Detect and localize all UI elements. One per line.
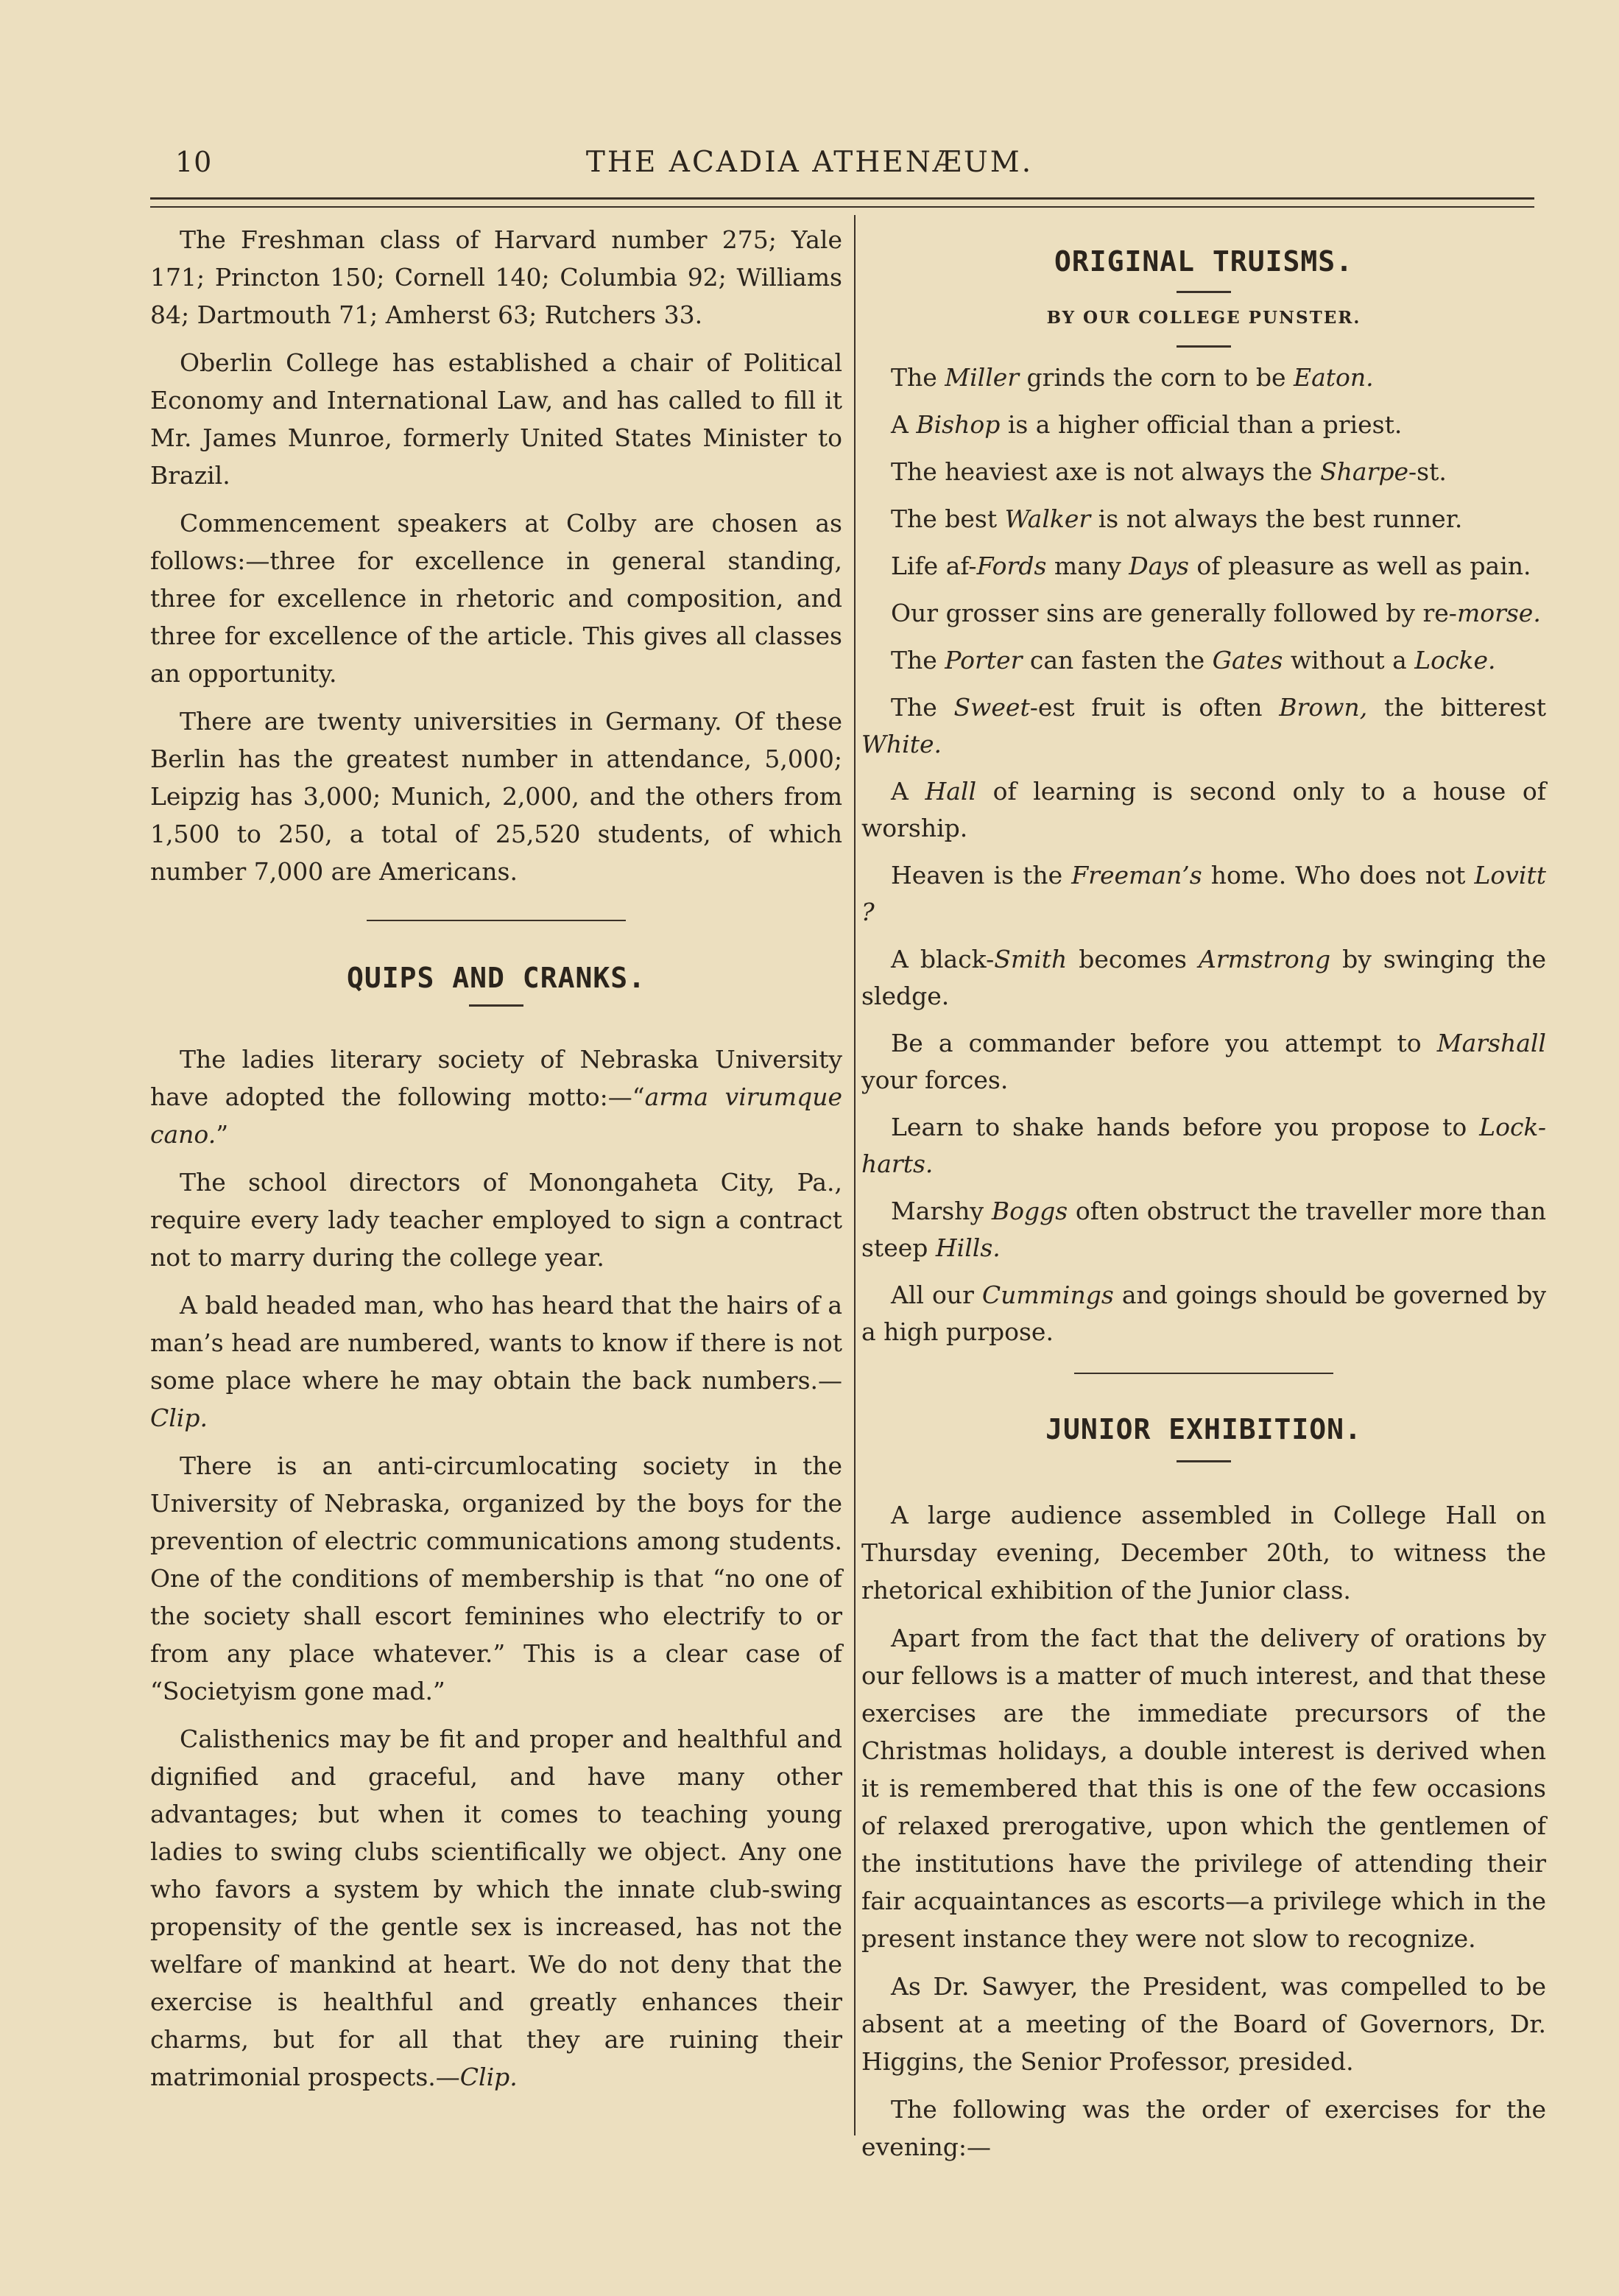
truism-text: Heaven is the [891, 861, 1072, 890]
truism-pun: Eaton. [1293, 363, 1374, 392]
truism-pun: Hall [925, 777, 977, 806]
section-title-truisms: ORIGINAL TRUISMS. [1054, 245, 1353, 278]
truism-text: Marshy [891, 1197, 992, 1225]
truism-item [861, 857, 1546, 931]
truism-pun: Cummings [981, 1281, 1114, 1309]
paragraph-calisthenics [150, 1720, 842, 2096]
truism-item [861, 689, 1546, 763]
truism-item [861, 501, 1546, 538]
section-title-quips: QUIPS AND CRANKS. [347, 962, 646, 994]
truism-item [861, 1109, 1546, 1183]
truism-text: -st. [1408, 457, 1447, 486]
truism-text: often obstruct the traveller more than steep [861, 1197, 1546, 1262]
truism-pun: Freeman’s [1071, 861, 1202, 890]
paragraph-president-absent: As Dr. Sawyer, the President, was compelled to be absent at a meeting of the Board of Governors, Dr. Higgins, the Senior Professor, presided. [861, 1972, 1546, 2076]
truism-pun: Gates [1212, 646, 1283, 675]
truism-text: All our [891, 1281, 982, 1309]
truism-pun: Miller [945, 363, 1020, 392]
paragraph-freshman-class: The Freshman class of Harvard number 275; Yale 171; Princton 150; Cornell 140; Columbia 92; Williams 84; Dartmouth 71; Amherst 63; Rutchers 33. [150, 225, 842, 329]
right-column [861, 221, 1546, 2176]
truism-pun: Lovitt ? [861, 861, 1546, 926]
truism-text: Our grosser sins are generally followed by re- [891, 599, 1457, 627]
truism-text: home. Who does not [1202, 861, 1475, 890]
truism-text: Life af- [891, 552, 977, 580]
title-dash [469, 1004, 523, 1007]
truism-pun: Locke. [1414, 646, 1496, 675]
paragraph-audience: A large audience assembled in College Hall on Thursday evening, December 20th, to witness the rhetorical exhibition of the Junior class. [861, 1501, 1546, 1605]
header-rule [150, 197, 1534, 200]
truism-pun: Marshall [1436, 1029, 1546, 1057]
title-dash [1177, 1460, 1231, 1462]
truism-pun: White. [861, 730, 942, 758]
truism-text: -est fruit is often [1029, 693, 1280, 722]
paragraph-order-of-exercises: The following was the order of exercises for the evening:— [861, 2095, 1546, 2161]
truism-pun: morse. [1456, 599, 1541, 627]
truism-text: A black- [891, 945, 995, 973]
truism-item [861, 1025, 1546, 1099]
truism-text: A [891, 777, 925, 806]
truism-item [861, 359, 1546, 396]
truism-text: of learning is second only to a house of worship. [861, 777, 1547, 842]
paragraph-anti-circumlocating: There is an anti-circumlocating society in the University of Nebraska, organized by the boys for the prevention of electric communications among students. One of the conditions of membership is that “no one of the society shall escort feminines who electrify to or from any place whatever.” This is a clear case of “Societyism gone mad.” [150, 1451, 842, 1705]
truism-pun: Days [1129, 552, 1189, 580]
truism-item [861, 1193, 1546, 1267]
truism-text: The best [891, 504, 1005, 533]
motto-close-quote: ” [216, 1120, 229, 1149]
truism-pun: Sweet [953, 693, 1030, 722]
truism-text: The [891, 646, 945, 675]
truism-text: A [891, 410, 917, 439]
truism-text: your forces. [861, 1066, 1009, 1094]
paragraph-bald-man [150, 1286, 842, 1437]
truism-pun: Walker [1004, 504, 1091, 533]
paragraph-oberlin: Oberlin College has established a chair of Political Economy and International Law, and has called to fill it Mr. James Munroe, formerly United States Minister to Brazil. [150, 348, 842, 490]
clip-source: Clip. [150, 1404, 208, 1432]
motto-latin: arma virumque cano. [150, 1082, 842, 1149]
truism-pun: Lock-harts. [861, 1113, 1546, 1178]
truism-text: The heaviest axe is not always the [891, 457, 1321, 486]
paragraph-school-directors: The school directors of Monongaheta City, Pa., require every lady teacher employed to sign a contract not to marry during the college year. [150, 1168, 842, 1272]
truism-text: grinds the corn to be [1019, 363, 1294, 392]
truism-text: Learn to shake hands before you propose to [891, 1113, 1480, 1141]
paragraph-german-universities: There are twenty universities in Germany. Of these Berlin has the greatest number in attendance, 5,000; Leipzig has 3,000; Munich, 2,000, and the others from 1,500 to 250, a total of 25,520 students, of which number 7,000 are Americans. [150, 707, 842, 886]
running-title: THE ACADIA ATHENÆUM. [585, 146, 1034, 179]
truism-pun: Hills. [935, 1233, 1001, 1262]
truism-pun: Fords [976, 552, 1047, 580]
truism-text: the bitterest [1367, 693, 1546, 722]
motto-text: The ladies literary society of Nebraska University have adopted the following motto:—“ [150, 1045, 842, 1111]
title-dash [1177, 345, 1231, 348]
truism-text: is not always the best runner. [1090, 504, 1463, 533]
title-dash [1177, 291, 1231, 293]
section-title-junior-exhibition: JUNIOR EXHIBITION. [1045, 1413, 1362, 1445]
column-divider [854, 215, 856, 2135]
clip-source: Clip. [459, 2063, 518, 2091]
truism-text: without a [1283, 646, 1415, 675]
truism-text: The [891, 363, 945, 392]
truism-text: by swinging the sledge. [861, 945, 1546, 1010]
truism-item [861, 941, 1546, 1015]
truism-item [861, 773, 1546, 847]
truism-pun: Armstrong [1199, 945, 1331, 973]
truism-text: can fasten the [1022, 646, 1213, 675]
paragraph-nebraska-motto [150, 1040, 842, 1153]
truism-pun: Porter [945, 646, 1023, 675]
paragraph-delivery-of-orations: Apart from the fact that the delivery of orations by our fellows is a matter of much interest, and that these exercises are the immediate precursors of the Christmas holidays, a double interest is derived when it is remembered that this is one of the few occasions of relaxed prerogative, upon which the gentlemen of the institutions have the privilege of attending their fair acquaintances as escorts—a privilege which in the present instance they were not slow to recognize. [861, 1624, 1546, 1953]
truism-text: becomes [1067, 945, 1199, 973]
truism-text: and goings should be governed by a high purpose. [861, 1281, 1546, 1346]
paragraph-commencement: Commencement speakers at Colby are chosen as follows:—three for excellence in general standing, three for excellence in rhetoric and composition, and three for excellence of the article. This gives all classes an opportunity. [150, 509, 842, 688]
truism-text: The [891, 693, 954, 722]
bald-man-text: A bald headed man, who has heard that the hairs of a man’s head are numbered, wants to know if there is not some place where he may obtain the back numbers.— [150, 1291, 842, 1395]
truism-pun: Boggs [991, 1197, 1068, 1225]
truism-pun: Smith [994, 945, 1068, 973]
truism-pun: Brown, [1279, 693, 1368, 722]
page-number: 10 [175, 146, 213, 178]
truism-item [861, 642, 1546, 679]
truism-text: of pleasure as well as pain. [1188, 552, 1531, 580]
truism-item [861, 1277, 1546, 1351]
truism-item [861, 595, 1546, 632]
truism-text: many [1046, 552, 1129, 580]
truism-item [861, 548, 1546, 585]
truisms-byline: BY OUR COLLEGE PUNSTER. [1046, 308, 1361, 328]
truism-text: is a higher official than a priest. [1000, 410, 1403, 439]
truism-pun: Bishop [916, 410, 1001, 439]
calisthenics-text: Calisthenics may be fit and proper and healthful and dignified and graceful, and have many other advantages; but when it comes to teaching young ladies to swing clubs scientifically we object. Any one who favors a system by which the innate club-swing propensity of the gentle sex is increased, has not the welfare of mankind at heart. We do not deny that the exercise is healthful and greatly enhances their charms, but for all that they are ruining their matrimonial prospects.— [150, 1725, 842, 2091]
truism-item [861, 406, 1546, 443]
header-rule-double [150, 206, 1534, 208]
truism-text: Be a commander before you attempt to [891, 1029, 1437, 1057]
left-column [150, 221, 842, 2106]
truism-pun: Sharpe [1320, 457, 1409, 486]
truism-item [861, 454, 1546, 490]
